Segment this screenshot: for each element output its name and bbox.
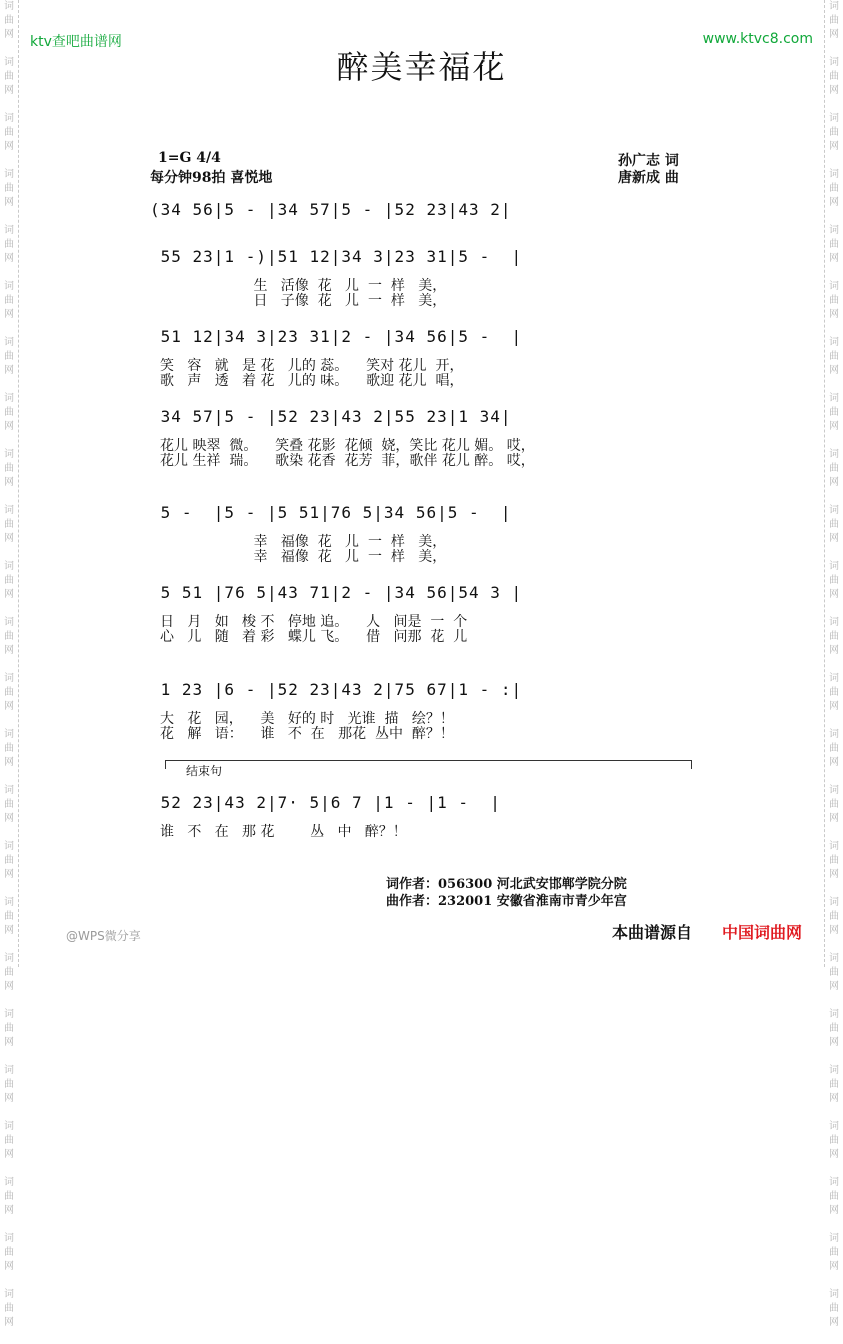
lyric-line: 日 子像 花 儿 一 样 美， xyxy=(160,293,447,309)
lyric-line: 花儿 生祥 瑞。 歌染 花香 花芳 菲，歌伴 花儿 醉。 哎， xyxy=(160,453,535,469)
source-prefix: 本曲谱源自 xyxy=(612,923,693,942)
notation-row: 5 51 |76 5|43 71|2 - |34 56|54 3 | xyxy=(150,583,523,602)
edge-watermark-text: 词 曲 网 词 曲 网 词 曲 网 词 曲 网 词 曲 网 词 曲 网 词 曲 网 词 曲 网 词 曲 网 词 曲 网 词 曲 网 词 曲 网 词 曲 网 词 曲 网 词 曲 网 词 曲 网 词 曲 网 词 曲 网 词 曲 网 词 曲 网 词 曲 网 词 曲 网 词 曲 网 词 曲 网 xyxy=(829,1,839,1328)
lyric-line: 谁 不 在 那 花 丛 中 醉？！ xyxy=(160,824,407,840)
lyric-line: 日 月 如 梭 不 停地 追。 人 间是 一 个 xyxy=(160,614,468,630)
lyric-line: 笑 容 就 是 花 儿的 蕊。 笑对 花儿 开， xyxy=(160,358,464,374)
notation-row: 51 12|34 3|23 31|2 - |34 56|5 - | xyxy=(150,327,523,346)
song-tempo: 每分钟98拍 喜悦地 xyxy=(150,170,273,186)
right-site-link[interactable]: www.ktvc8.com xyxy=(702,31,813,47)
notation-row: 34 57|5 - |52 23|43 2|55 23|1 34| xyxy=(150,407,512,426)
lyric-line: 大 花 园， 美 好的 时 光谁 描 绘？！ xyxy=(160,711,454,727)
right-edge-watermark xyxy=(824,0,843,1328)
wps-share-label: @WPS微分享 xyxy=(66,929,141,943)
lyric-line: 心 儿 随 着 彩 蝶儿 飞。 借 问那 花 儿 xyxy=(160,629,468,645)
notation-row: (34 56|5 - |34 57|5 - |52 23|43 2| xyxy=(150,200,512,219)
notation-row: 5 - |5 - |5 51|76 5|34 56|5 - | xyxy=(150,503,512,522)
lyric-line: 幸 福像 花 儿 一 样 美， xyxy=(160,549,447,565)
composer-credit: 唐新成 曲 xyxy=(618,170,679,186)
lyric-line: 幸 福像 花 儿 一 样 美， xyxy=(160,534,447,550)
song-key: 1=G 4/4 xyxy=(158,150,221,166)
lyricist-credit: 孙广志 词 xyxy=(618,153,679,169)
source-site-link[interactable]: 中国词曲网 xyxy=(722,923,803,942)
notation-row: 1 23 |6 - |52 23|43 2|75 67|1 - :| xyxy=(150,680,523,699)
composer-address: 曲作者：232001 安徽省淮南市青少年宫 xyxy=(386,894,627,909)
song-title: 醉美幸福花 xyxy=(336,48,507,86)
lyric-line: 生 活像 花 儿 一 样 美， xyxy=(160,278,447,294)
ending-bracket xyxy=(165,760,692,769)
notation-row: 55 23|1 -)|51 12|34 3|23 31|5 - | xyxy=(150,247,523,266)
notation-row: 52 23|43 2|7· 5|6 7 |1 - |1 - | xyxy=(150,793,501,812)
ending-label: 结束句 xyxy=(186,764,223,778)
lyric-line: 歌 声 透 着 花 儿的 味。 歌迎 花儿 唱， xyxy=(160,373,464,389)
lyric-line: 花儿 映翠 微。 笑叠 花影 花倾 娆，笑比 花儿 媚。 哎， xyxy=(160,438,535,454)
lyricist-address: 词作者：056300 河北武安邯郸学院分院 xyxy=(386,877,627,892)
left-edge-watermark xyxy=(0,0,19,1328)
left-site-link[interactable]: ktv查吧曲谱网 xyxy=(30,34,122,50)
edge-watermark-text: 词 曲 网 词 曲 网 词 曲 网 词 曲 网 词 曲 网 词 曲 网 词 曲 网 词 曲 网 词 曲 网 词 曲 网 词 曲 网 词 曲 网 词 曲 网 词 曲 网 词 曲 网 词 曲 网 词 曲 网 词 曲 网 词 曲 网 词 曲 网 词 曲 网 词 曲 网 词 曲 网 词 曲 网 xyxy=(4,1,14,1328)
lyric-line: 花 解 语： 谁 不 在 那花 丛中 醉？！ xyxy=(160,726,454,742)
